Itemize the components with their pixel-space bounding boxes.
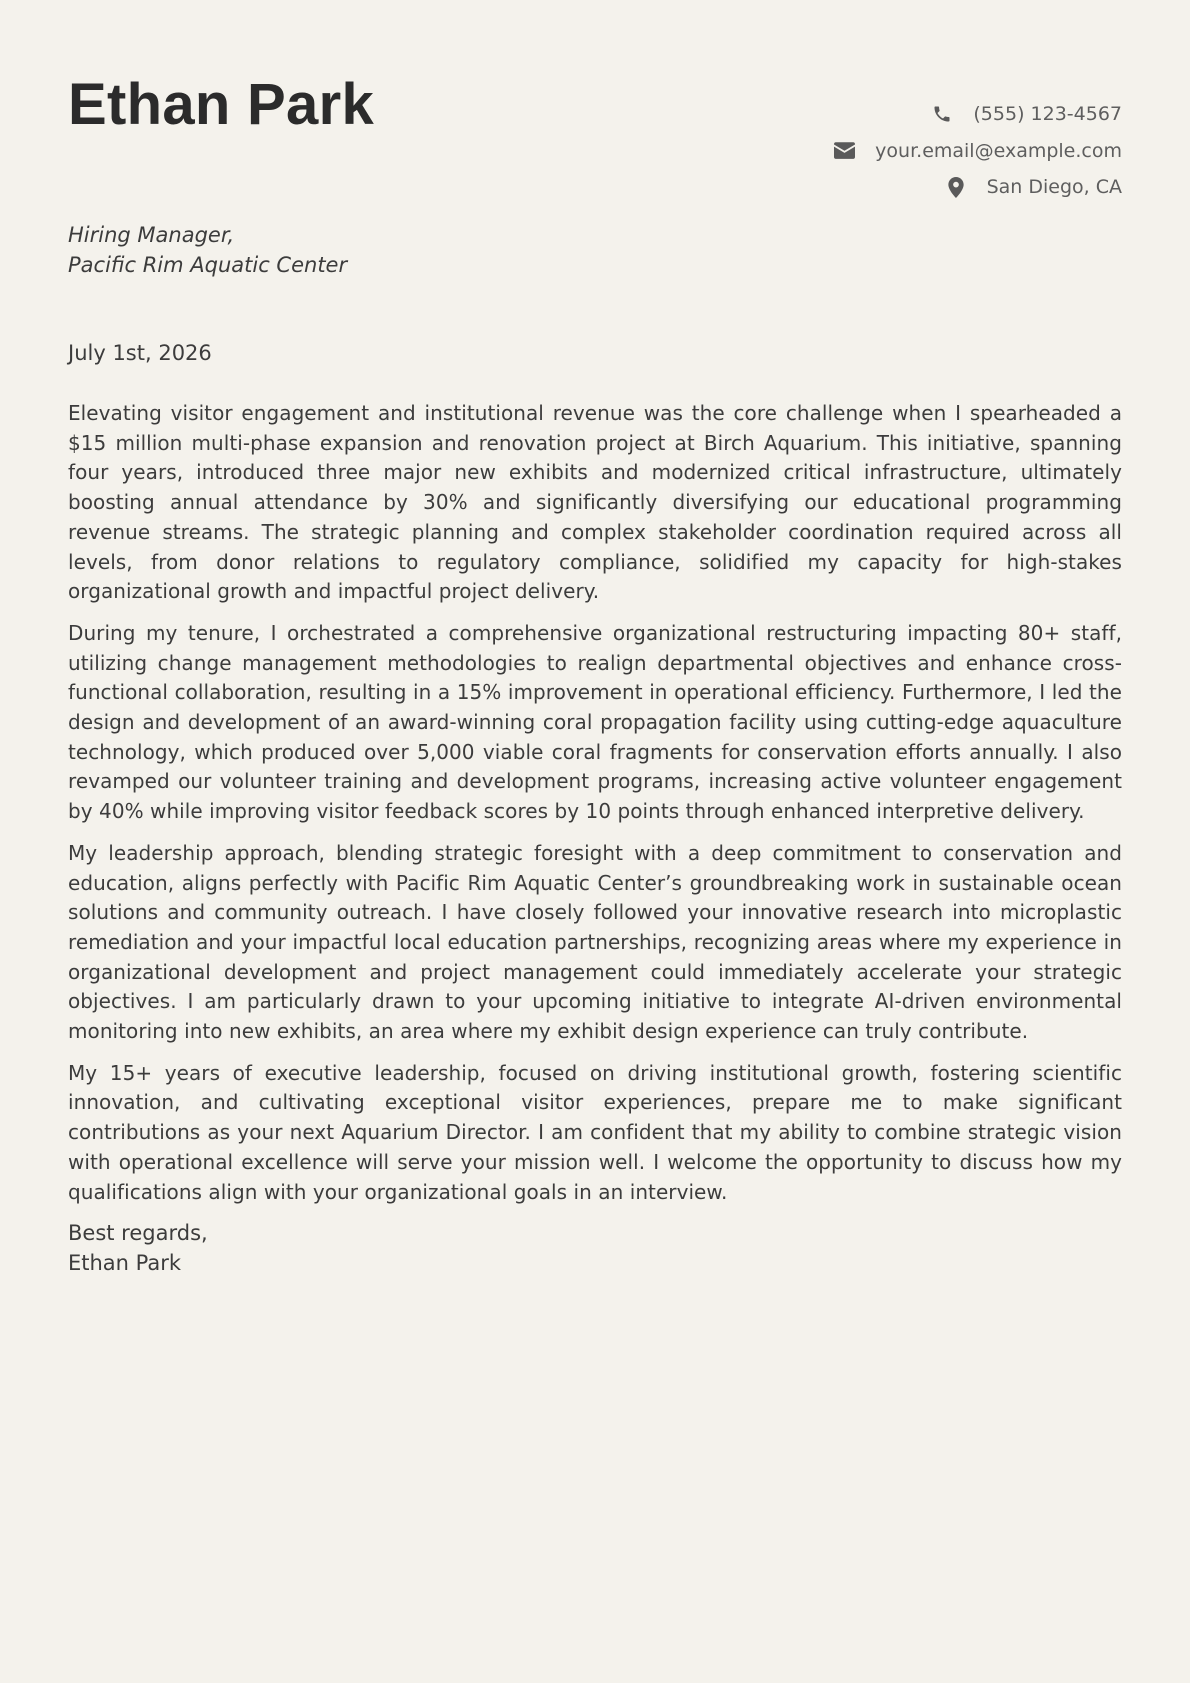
recipient-block: [68, 220, 1122, 280]
phone-number: (555) 123-4567: [973, 103, 1122, 126]
letter-date: July 1st, 2026: [68, 341, 212, 365]
phone-icon: [931, 103, 953, 125]
contact-email: [833, 133, 1122, 170]
recipient-title: Hiring Manager,: [68, 223, 235, 247]
contact-phone: [833, 96, 1122, 133]
email-address: your.email@example.com: [875, 139, 1122, 162]
body-paragraph: My 15+ years of executive leadership, focused on driving institutional growth, fostering scientific innovation, and cultivating exceptional visitor experiences, prepare me to make significant contributions as your next Aquarium Director. I am confident that my ability to combine strategic vision with operational excellence will serve your mission well. I welcome the opportunity to discuss how my qualifications align with your organizational goals in an interview.: [68, 1060, 1122, 1204]
signoff-block: [68, 1219, 1122, 1278]
body-paragraph: Elevating visitor engagement and institutional revenue was the core challenge when I spearheaded a $15 million multi-phase expansion and renovation project at Birch Aquarium. This initiative, spanning four years, introduced three major new exhibits and modernized critical infrastructure, ultimately boosting annual attendance by 30% and significantly diversifying our educational programming revenue streams. The strategic planning and complex stakeholder coordination required across all levels, from donor relations to regulatory compliance, solidified my capacity for high-stakes organizational growth and impactful project delivery.: [68, 401, 1122, 604]
letter-body: [68, 399, 1122, 1207]
contact-info: [833, 96, 1122, 206]
location-text: San Diego, CA: [986, 176, 1122, 199]
body-paragraph: During my tenure, I orchestrated a comprehensive organizational restructuring impacting 80+ staff, utilizing change management methodologies to realign departmental objectives and enhance cross-functional collaboration, resulting in a 15% improvement in operational efficiency. Furthermore, I led the design and development of an award-winning coral propagation facility using cutting-edge aquaculture technology, which produced over 5,000 viable coral fragments for conservation efforts annually. I also revamped our volunteer training and development programs, increasing active volunteer engagement by 40% while improving visitor feedback scores by 10 points through enhanced interpretive delivery.: [68, 620, 1122, 824]
body-paragraph: My leadership approach, blending strategic foresight with a deep commitment to conservation and education, aligns perfectly with Pacific Rim Aquatic Center’s groundbreaking work in sustainable ocean solutions and community outreach. I have closely followed your innovative research into microplastic remediation and your impactful local education partnerships, recognizing areas where my experience in organizational development and project management could immediately accelerate your strategic objectives. I am particularly drawn to your upcoming initiative to integrate AI-driven environmental monitoring into new exhibits, an area where my exhibit design experience can truly contribute.: [68, 840, 1122, 1044]
applicant-name: Ethan Park: [68, 72, 374, 137]
letter-header: [68, 0, 1122, 205]
recipient-organization: Pacific Rim Aquatic Center: [68, 253, 348, 277]
envelope-icon: [833, 140, 855, 162]
signature-name: Ethan Park: [68, 1250, 182, 1275]
contact-location: [833, 169, 1122, 206]
map-pin-icon: [945, 176, 967, 198]
closing-line: Best regards,: [68, 1221, 208, 1246]
